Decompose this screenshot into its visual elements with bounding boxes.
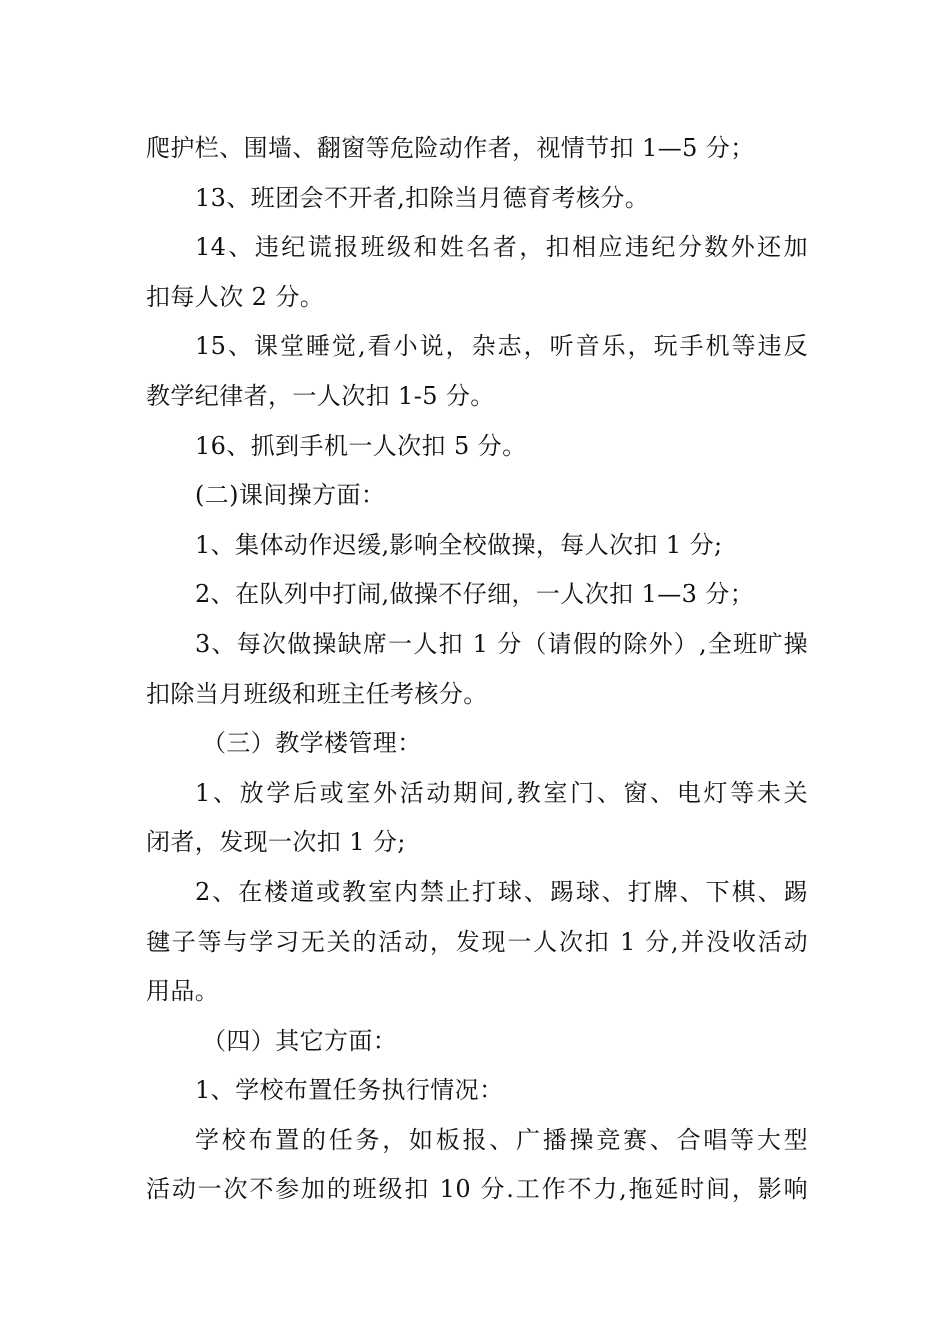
paragraph-line: 1、学校布置任务执行情况： bbox=[195, 1076, 504, 1105]
paragraph-line: 13、班团会不开者,扣除当月德育考核分。 bbox=[195, 183, 650, 212]
document-body bbox=[146, 124, 808, 1215]
paragraph-line: 活动一次不参加的班级扣 10 分.工作不力,拖延时间，影响 bbox=[146, 1175, 808, 1204]
paragraph-line: 闭者，发现一次扣 1 分; bbox=[146, 828, 406, 857]
section-heading: (二)课间操方面： bbox=[195, 481, 386, 510]
section-heading: （四）其它方面： bbox=[202, 1026, 398, 1055]
paragraph-line: 2、在楼道或教室内禁止打球、踢球、打牌、下棋、踢 bbox=[195, 877, 808, 906]
paragraph-line: 毽子等与学习无关的活动，发现一人次扣 1 分,并没收活动 bbox=[146, 927, 808, 956]
paragraph-line: 3、每次做操缺席一人扣 1 分（请假的除外）,全班旷操 bbox=[195, 629, 808, 658]
paragraph-line: 16、抓到手机一人次扣 5 分。 bbox=[195, 431, 527, 460]
paragraph-line: 15、课堂睡觉,看小说，杂志，听音乐，玩手机等违反 bbox=[195, 332, 808, 361]
paragraph-line: 用品。 bbox=[146, 977, 220, 1006]
paragraph-line: 学校布置的任务，如板报、广播操竞赛、合唱等大型 bbox=[195, 1125, 808, 1154]
paragraph-line: 教学纪律者，一人次扣 1-5 分。 bbox=[146, 381, 495, 410]
paragraph-line: 爬护栏、围墙、翻窗等危险动作者，视情节扣 1—5 分； bbox=[146, 134, 755, 162]
paragraph-line: 2、在队列中打闹,做操不仔细，一人次扣 1—3 分； bbox=[195, 580, 755, 609]
paragraph-line: 扣除当月班级和班主任考核分。 bbox=[146, 679, 488, 708]
paragraph-line: 1、放学后或室外活动期间,教室门、窗、电灯等未关 bbox=[195, 778, 808, 807]
paragraph-line: 扣每人次 2 分。 bbox=[146, 282, 325, 311]
paragraph-line: 1、集体动作迟缓,影响全校做操，每人次扣 1 分; bbox=[195, 530, 723, 559]
paragraph-line: 14、违纪谎报班级和姓名者，扣相应违纪分数外还加 bbox=[195, 233, 808, 262]
section-heading: （三）教学楼管理： bbox=[202, 729, 422, 758]
